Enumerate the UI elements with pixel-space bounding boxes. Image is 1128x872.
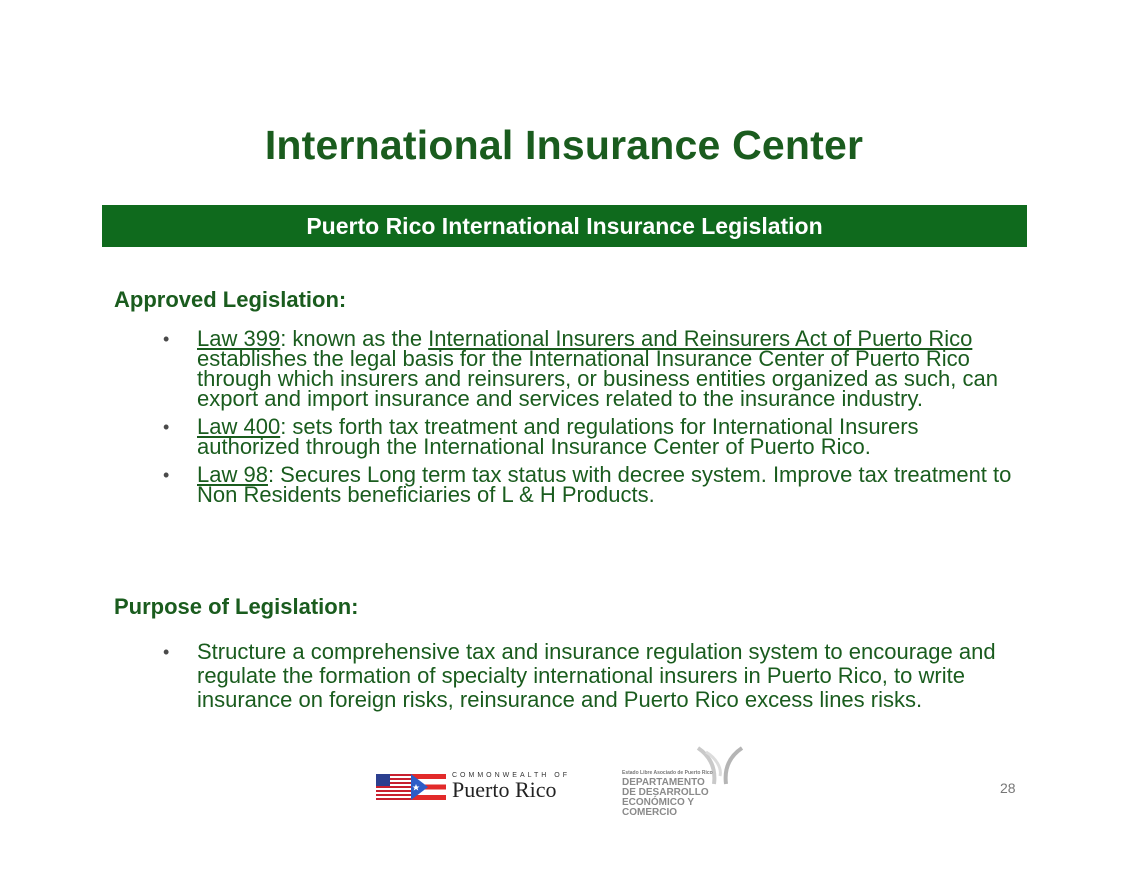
pr-logo-text: Puerto Rico (452, 777, 557, 802)
approved-legislation-list (163, 326, 1023, 513)
law-399-intro: : known as the (280, 326, 429, 351)
purpose-heading: Purpose of Legislation: (114, 594, 359, 619)
law-98-description: : Secures Long term tax status with decree system. Improve tax treatment to Non Residents beneficiaries of L & H Products. (197, 462, 1012, 507)
law-399-link[interactable]: Law 399 (197, 326, 281, 351)
page-title: International Insurance Center (264, 122, 864, 168)
ddec-small-text: Estado Libre Asociado de Puerto Rico (622, 770, 713, 776)
list-item (163, 462, 1023, 507)
puerto-rico-logo (376, 772, 570, 801)
law-399-description: establishes the legal basis for the International Insurance Center of Puerto Rico through which insurers and reinsurers, or business entities organized as such, can export and import insurance and services related to the insurance industry. (197, 346, 998, 411)
approved-legislation-heading: Approved Legislation: (114, 287, 347, 312)
ddec-logo (620, 746, 750, 818)
ddec-line-3: ECONÓMICO Y COMERCIO (622, 797, 694, 818)
purpose-list (163, 640, 1023, 720)
list-item: • Structure a comprehensive tax and insurance regulation system to encourage and regulate the formation of specialty international insurers in Puerto Rico, to write insurance on foreign risks, reinsurance and Puerto Rico excess lines risks. (163, 640, 1023, 712)
list-item (163, 414, 1023, 459)
law-400-description: : sets forth tax treatment and regulations for International Insurers authorized through the International Insurance Center of Puerto Rico. (197, 414, 919, 459)
page-number: 28 (1000, 780, 1016, 796)
ddec-line-2: DE DESARROLLO (622, 787, 709, 798)
list-item (163, 326, 1023, 411)
pr-logo-small-text: COMMONWEALTH OF (452, 772, 570, 779)
flag-icon (376, 774, 446, 800)
section-banner (102, 205, 1027, 247)
law-98-link[interactable]: Law 98 (197, 462, 268, 487)
banner-text: Puerto Rico International Insurance Legislation (306, 212, 823, 239)
ddec-line-1: DEPARTAMENTO (622, 777, 705, 788)
law-400-link[interactable]: Law 400 (197, 414, 281, 439)
act-name-link[interactable]: International Insurers and Reinsurers Act of Puerto Rico (428, 326, 973, 351)
